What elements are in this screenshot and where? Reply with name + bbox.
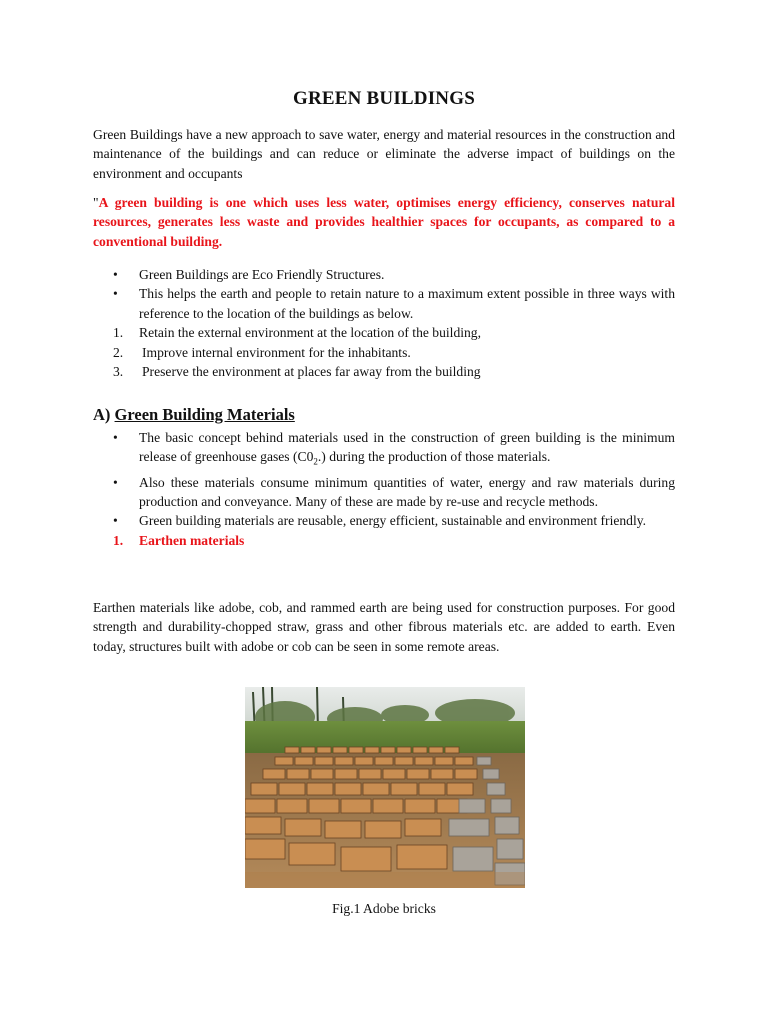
list-item: • Green building materials are reusable, energy efficient, sustainable and environment friendly. <box>93 511 675 530</box>
bullet-glyph: • <box>113 430 118 445</box>
bullet-glyph: • <box>113 267 118 282</box>
numbered-item: 1. Retain the external environment at the location of the building, <box>93 323 675 342</box>
bullet-glyph: • <box>113 286 118 302</box>
intro-paragraph: Green Buildings have a new approach to save water, energy and material resources in the construction and maintenance of the buildings and can reduce or eliminate the adverse impact of buildings on the environment and occupants <box>93 127 675 181</box>
adobe-bricks-photo <box>245 687 525 888</box>
materials-list <box>93 428 675 550</box>
number-marker: 3. <box>113 364 124 380</box>
list-item: • The basic concept behind materials used in the construction of green building is the minimum release of greenhouse gases $(C0_2.)$ during the production of those materials. <box>113 430 675 468</box>
list-item: • This helps the earth and people to retain nature to a maximum extent possible in three ways with reference to the location of the buildings as below. <box>113 286 675 321</box>
figure-caption: Fig.1 Adobe bricks <box>332 901 436 916</box>
intro-list <box>93 265 675 381</box>
page-title: GREEN BUILDINGS <box>293 88 475 109</box>
section-title: Green Building Materials <box>114 405 295 424</box>
section-heading: A) Green Building Materials <box>93 405 295 424</box>
subheading: 1. Earthen materials <box>93 531 675 550</box>
list-item: • Green Buildings are Eco Friendly Structures. <box>93 265 675 284</box>
bullet-glyph: • <box>113 474 118 490</box>
number-marker: 1. <box>113 325 124 341</box>
list-item: • Also these materials consume minimum quantities of water, energy and raw materials during production and conveyance. Many of these are made by re-use and recycle methods. <box>113 474 675 509</box>
number-marker: 2. <box>113 344 124 360</box>
earthen-paragraph: Earthen materials like adobe, cob, and rammed earth are being used for construction purposes. For good strength and durability-chopped straw, grass and other fibrous materials etc. are added to earth. Even today, structures built with adobe or cob can be seen in some remote areas. <box>93 600 675 654</box>
number-marker: 1. <box>113 532 124 548</box>
numbered-item: 2. Improve internal environment for the inhabitants. <box>93 343 675 362</box>
definition-quote <box>93 193 675 251</box>
quote-mark: " <box>93 195 99 210</box>
quote-text: A green building is one which uses less water, optimises energy efficiency, conserves natural resources, generates less waste and provides healthier spaces for occupants, as compared to a conventional building. <box>93 195 675 249</box>
bullet-glyph: • <box>113 513 118 529</box>
numbered-item: 3. Preserve the environment at places far away from the building <box>93 362 675 381</box>
